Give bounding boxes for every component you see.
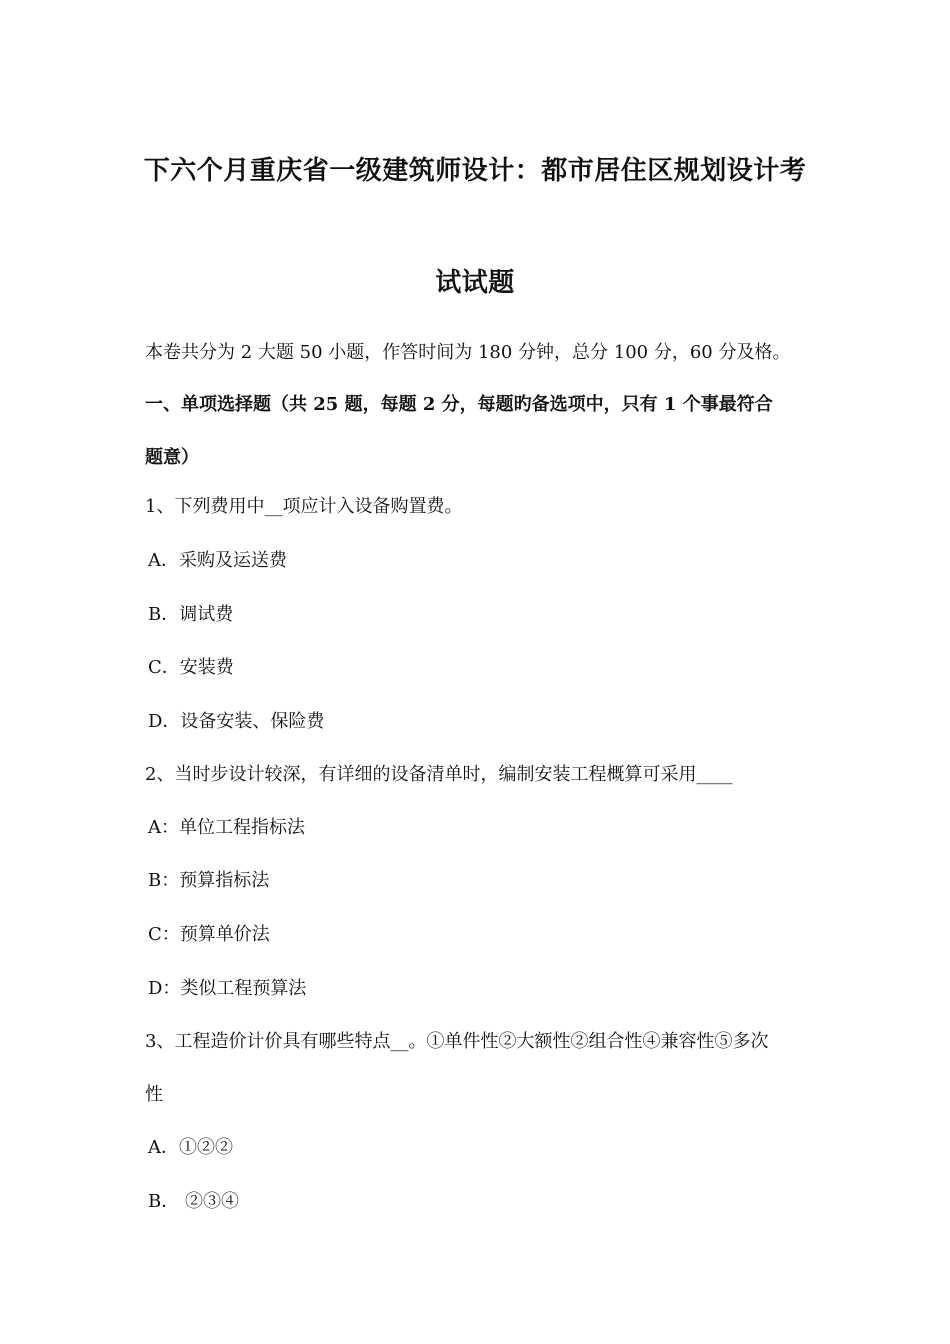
question-2-option-a: A：单位工程指标法 [148,817,305,838]
question-2-option-c: C：预算单价法 [148,924,270,945]
section-heading-line-2: 题意） [145,447,199,468]
question-2-option-b: B：预算指标法 [148,870,270,891]
question-2-stem: 2、当时步设计较深，有详细的设备清单时，编制安装工程概算可采用____ [145,764,733,785]
question-3-option-a: A．①②② [148,1137,233,1158]
document-title-line-2: 试试题 [435,268,515,298]
section-heading-line-1: 一、单项选择题（共 25 题，每题 2 分，每题旳备选项中，只有 1 个事最符合 [145,394,773,415]
question-1-option-c: C．安装费 [148,657,234,678]
document-title-line-1: 下六个月重庆省一级建筑师设计：都市居住区规划设计考 [143,156,807,186]
question-1-option-a: A．采购及运送费 [148,550,287,571]
question-3-stem-line-2: 性 [145,1084,163,1105]
question-1-option-b: B．调试费 [148,604,234,625]
question-1-stem: 1、下列费用中__项应计入设备购置费。 [145,496,463,517]
question-3-option-b: B． ②③④ [148,1191,239,1212]
question-1-option-d: D．设备安装、保险费 [148,711,325,732]
question-3-stem-line-1: 3、工程造价计价具有哪些特点__。①单件性②大额性②组合性④兼容性⑤多次 [145,1031,769,1052]
question-2-option-d: D：类似工程预算法 [148,978,307,999]
exam-intro: 本卷共分为 2 大题 50 小题，作答时间为 180 分钟，总分 100 分，60 分及格。 [145,342,791,363]
